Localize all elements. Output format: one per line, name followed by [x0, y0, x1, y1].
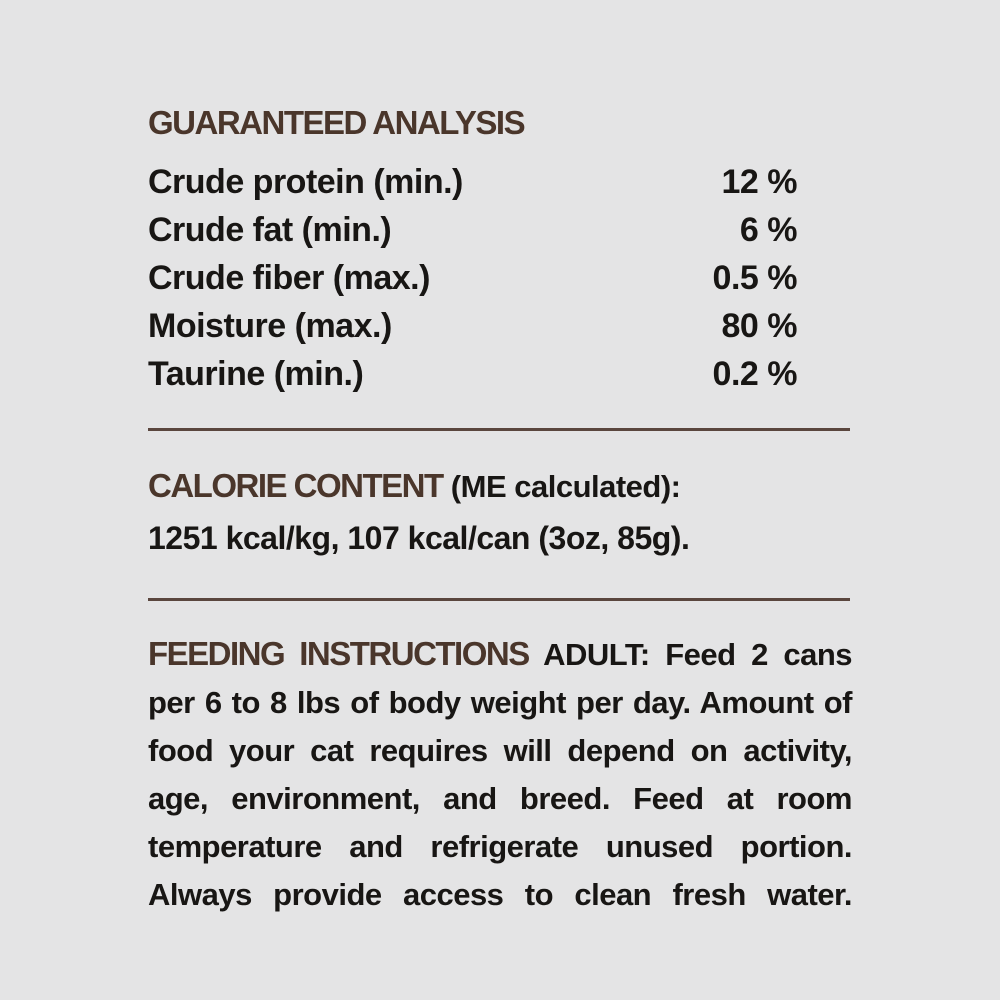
section-divider: [148, 428, 850, 431]
feeding-instructions-text-line: age, environment, and breed. Feed at room: [148, 781, 852, 816]
feeding-instructions-heading-line: [148, 630, 852, 679]
guaranteed-analysis-title: GUARANTEED ANALYSIS: [148, 104, 525, 141]
feeding-instructions-text-line: food your cat requires will depend on activity,: [148, 733, 852, 768]
analysis-row-label: Crude fiber (max.): [148, 259, 430, 297]
feeding-instructions-text-line: per 6 to 8 lbs of body weight per day. Amount of: [148, 685, 852, 720]
analysis-row-value: 0.5 %: [712, 259, 797, 297]
calorie-content-values: 1251 kcal/kg, 107 kcal/can (3oz, 85g).: [148, 520, 690, 556]
analysis-row-label: Taurine (min.): [148, 355, 364, 393]
analysis-row-value: 0.2 %: [712, 355, 797, 393]
analysis-row-value: 80 %: [721, 307, 797, 345]
analysis-row-value: 12 %: [721, 163, 797, 201]
calorie-content-subtitle: (ME calculated):: [450, 469, 681, 504]
analysis-row-label: Crude protein (min.): [148, 163, 463, 201]
feeding-instructions-text-line: temperature and refrigerate unused portion.: [148, 829, 852, 864]
feeding-instructions-lead: ADULT: Feed 2 cans: [543, 637, 852, 672]
feeding-instructions-title: FEEDING INSTRUCTIONS: [148, 635, 529, 672]
analysis-row-label: Crude fat (min.): [148, 211, 392, 249]
feeding-instructions-text-line: Always provide access to clean fresh water.: [148, 877, 852, 912]
analysis-row-taurine: [148, 350, 852, 398]
analysis-row-label: Moisture (max.): [148, 307, 392, 345]
analysis-row-crude-fiber: [148, 254, 852, 302]
analysis-row-crude-protein: [148, 158, 852, 206]
feeding-instructions-section: [148, 630, 852, 919]
calorie-content-heading: [148, 460, 852, 513]
calorie-content-section: [148, 460, 852, 563]
analysis-row-crude-fat: [148, 206, 852, 254]
calorie-content-title: CALORIE CONTENT: [148, 467, 443, 504]
section-divider: [148, 598, 850, 601]
analysis-row-moisture: [148, 302, 852, 350]
guaranteed-analysis-table: [148, 158, 852, 398]
analysis-row-value: 6 %: [739, 211, 797, 249]
guaranteed-analysis-section: [148, 104, 852, 398]
